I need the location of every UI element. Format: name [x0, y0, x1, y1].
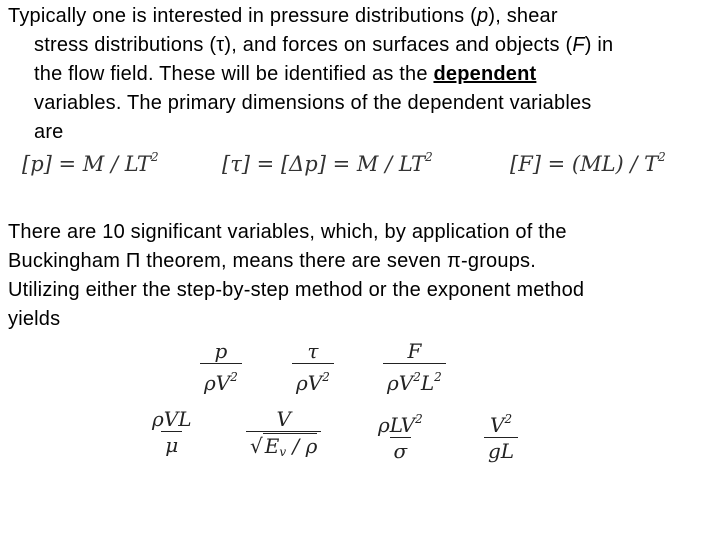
equation-shear-stress: $[\tau] = [\Delta p] = M / LT^2$ — [222, 150, 433, 176]
text-line: variables. The primary dimensions of the dependent variables — [34, 92, 592, 114]
equation-pressure: $[p] = M / LT^2$ — [22, 150, 159, 176]
text-line: There are 10 significant variables, which, by application of the — [8, 221, 567, 243]
dependent-term: dependent — [433, 63, 537, 85]
equation-force: $[F] = (ML) / T^2$ — [510, 150, 666, 176]
text-line: are — [34, 121, 64, 143]
paragraph-dependent-variables — [8, 2, 708, 147]
text-line: the flow field. These will be identified as the dependent — [34, 63, 537, 85]
pi-group-reynolds: ρVL μ — [152, 407, 192, 457]
pi-group-froude: $\frac{V^2}{gL}$ — [484, 408, 518, 463]
pi-group-pressure: $\frac{p}{\rho V^2}$ — [200, 340, 242, 395]
paragraph-pi-groups — [8, 218, 708, 334]
text-line: yields — [8, 308, 61, 330]
dimension-equations — [0, 150, 720, 190]
pi-group-force: $\frac{F}{\rho V^2L^2}$ — [383, 340, 446, 395]
pi-group-weber: ρLV$^2$ σ — [378, 412, 423, 463]
pi-group-shear: $\frac{\tau}{\rho V^2}$ — [292, 340, 334, 395]
var-p: p — [477, 5, 489, 27]
var-f: F — [572, 34, 585, 56]
text-line: Utilizing either the step-by-step method or the exponent method — [8, 279, 585, 301]
pi-group-mach: $\frac{V}{√ E_v / \rho}$ — [246, 408, 321, 464]
text-line: Typically one is interested in pressure distributions (p), shear — [8, 5, 558, 27]
text-line: stress distributions (τ), and forces on surfaces and objects (F) in — [34, 34, 614, 56]
text-line: Buckingham Π theorem, means there are seven π-groups. — [8, 250, 536, 272]
